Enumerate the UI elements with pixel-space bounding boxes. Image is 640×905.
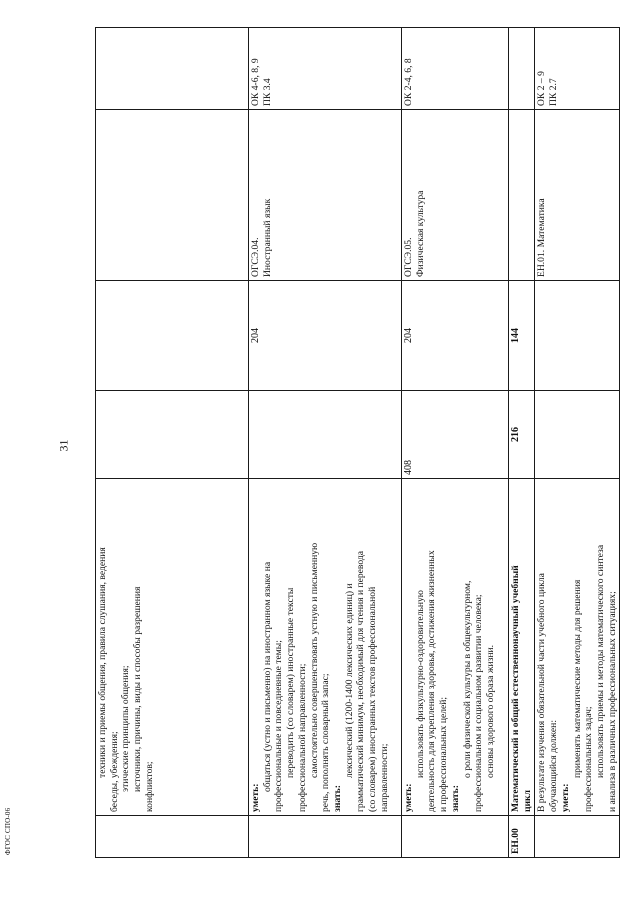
cell-discipline — [249, 110, 402, 281]
content-line: переводить (со словарем) иностранные тексты — [285, 587, 297, 778]
cell-competencies: ОК 2-4, 6, 8 — [402, 28, 509, 110]
discipline-code: ОГСЭ.04. — [250, 237, 261, 277]
content-line: использовать физкультурно-оздоровительную — [414, 590, 426, 778]
competencies-line: ПК 2.7 — [548, 78, 560, 106]
cell-max-load — [96, 391, 249, 479]
cell-content — [249, 479, 402, 816]
content-line: о роли физической культуры в общекультурном, — [461, 580, 473, 778]
table-row-communication — [96, 28, 249, 858]
cell-code — [402, 816, 509, 858]
content-line: самостоятельно совершенствовать устную и письменную — [308, 542, 320, 778]
cell-mandatory: 204 — [249, 281, 402, 391]
content-line: техники и приемы общения, правила слушания, ведения — [97, 547, 108, 778]
content-line: В результате изучения обязательной части учебного цикла — [536, 573, 548, 812]
cell-mandatory: 144 — [509, 281, 535, 391]
content-line: направленности; — [378, 743, 390, 812]
content-line: и профессиональных целей; — [438, 696, 450, 812]
cell-max-load: 408 — [402, 391, 509, 479]
competencies-line: ОК 2 – 9 — [536, 71, 548, 106]
content-line: применять математические методы для решения — [571, 579, 583, 778]
cell-discipline: ЕН.01. Математика — [535, 110, 620, 281]
competencies-line: ОК 4-6, 8, 9 — [250, 58, 261, 106]
table-row-physical-culture — [402, 28, 509, 858]
cell-mandatory — [96, 281, 249, 391]
curriculum-table — [95, 27, 620, 858]
content-line: речь, пополнять словарный запас; — [320, 673, 332, 812]
cell-code — [535, 816, 620, 858]
cell-max-load — [535, 391, 620, 479]
content-heading: уметь: — [250, 783, 261, 812]
cell-competencies — [96, 28, 249, 110]
cell-discipline — [509, 110, 535, 281]
cell-competencies — [509, 28, 535, 110]
cycle-title: цикл — [521, 790, 533, 812]
content-line: деятельность для укрепления здоровья, достижения жизненных — [426, 550, 438, 812]
cell-competencies — [249, 28, 402, 110]
cell-mandatory — [535, 281, 620, 391]
cell-content — [509, 479, 535, 816]
content-line: грамматический минимум, необходимый для чтения и перевода — [355, 550, 367, 812]
content-line: обучающийся должен: — [548, 720, 560, 812]
content-heading: уметь: — [559, 783, 571, 812]
table-row-mathematics — [535, 28, 620, 858]
curriculum-table-area — [95, 28, 618, 858]
cell-discipline — [96, 110, 249, 281]
content-line: беседы, убеждения; — [108, 731, 120, 812]
content-line: и анализа в различных профессиональных ситуациях; — [606, 591, 618, 812]
discipline-name: Иностранный язык — [261, 198, 273, 277]
content-heading: знать: — [449, 785, 461, 812]
content-line: лексический (1200-1400 лексических единиц) и — [343, 583, 355, 778]
cell-discipline — [402, 110, 509, 281]
cell-max-load — [249, 391, 402, 479]
competencies-line: ПК 3.4 — [261, 78, 273, 106]
content-line: профессиональные и повседневные темы; — [273, 640, 285, 812]
cell-content — [96, 479, 249, 816]
cell-code — [96, 816, 249, 858]
cell-code: ЕН.00 — [509, 816, 535, 858]
discipline-name: Физическая культура — [414, 190, 426, 277]
cell-content — [402, 479, 509, 816]
content-heading: знать: — [331, 785, 343, 812]
content-line: основы здорового образа жизни. — [484, 644, 496, 778]
content-line: общаться (устно и письменно) на иностранном языке на — [261, 561, 273, 792]
content-line: конфликтов; — [143, 761, 155, 812]
content-line: использовать приемы и методы математического синтеза — [594, 544, 606, 778]
table-row-math-cycle — [509, 28, 535, 858]
content-line: профессиональной направленности; — [296, 663, 308, 812]
cell-mandatory: 204 — [402, 281, 509, 391]
footer-code: ФГОС СПО-06 — [4, 807, 12, 855]
content-line: источники, причины, виды и способы разрешения — [132, 586, 144, 792]
cell-competencies — [535, 28, 620, 110]
rotated-page — [95, 28, 618, 858]
page-number: 31 — [56, 439, 71, 452]
content-line: профессиональном и социальном развитии человека; — [473, 594, 485, 812]
cell-code — [249, 816, 402, 858]
content-line: (со словарем) иностранных текстов профессиональной — [367, 586, 379, 812]
content-heading: уметь: — [403, 783, 414, 812]
content-line: профессиональных задач; — [583, 706, 595, 812]
table-row-foreign-language — [249, 28, 402, 858]
cell-content — [535, 479, 620, 816]
discipline-code: ОГСЭ.05. — [403, 237, 414, 277]
cycle-title: Математический и общий естественнонаучный учебный — [510, 565, 521, 812]
cell-max-load: 216 — [509, 391, 535, 479]
content-line: этические принципы общения; — [120, 665, 132, 792]
